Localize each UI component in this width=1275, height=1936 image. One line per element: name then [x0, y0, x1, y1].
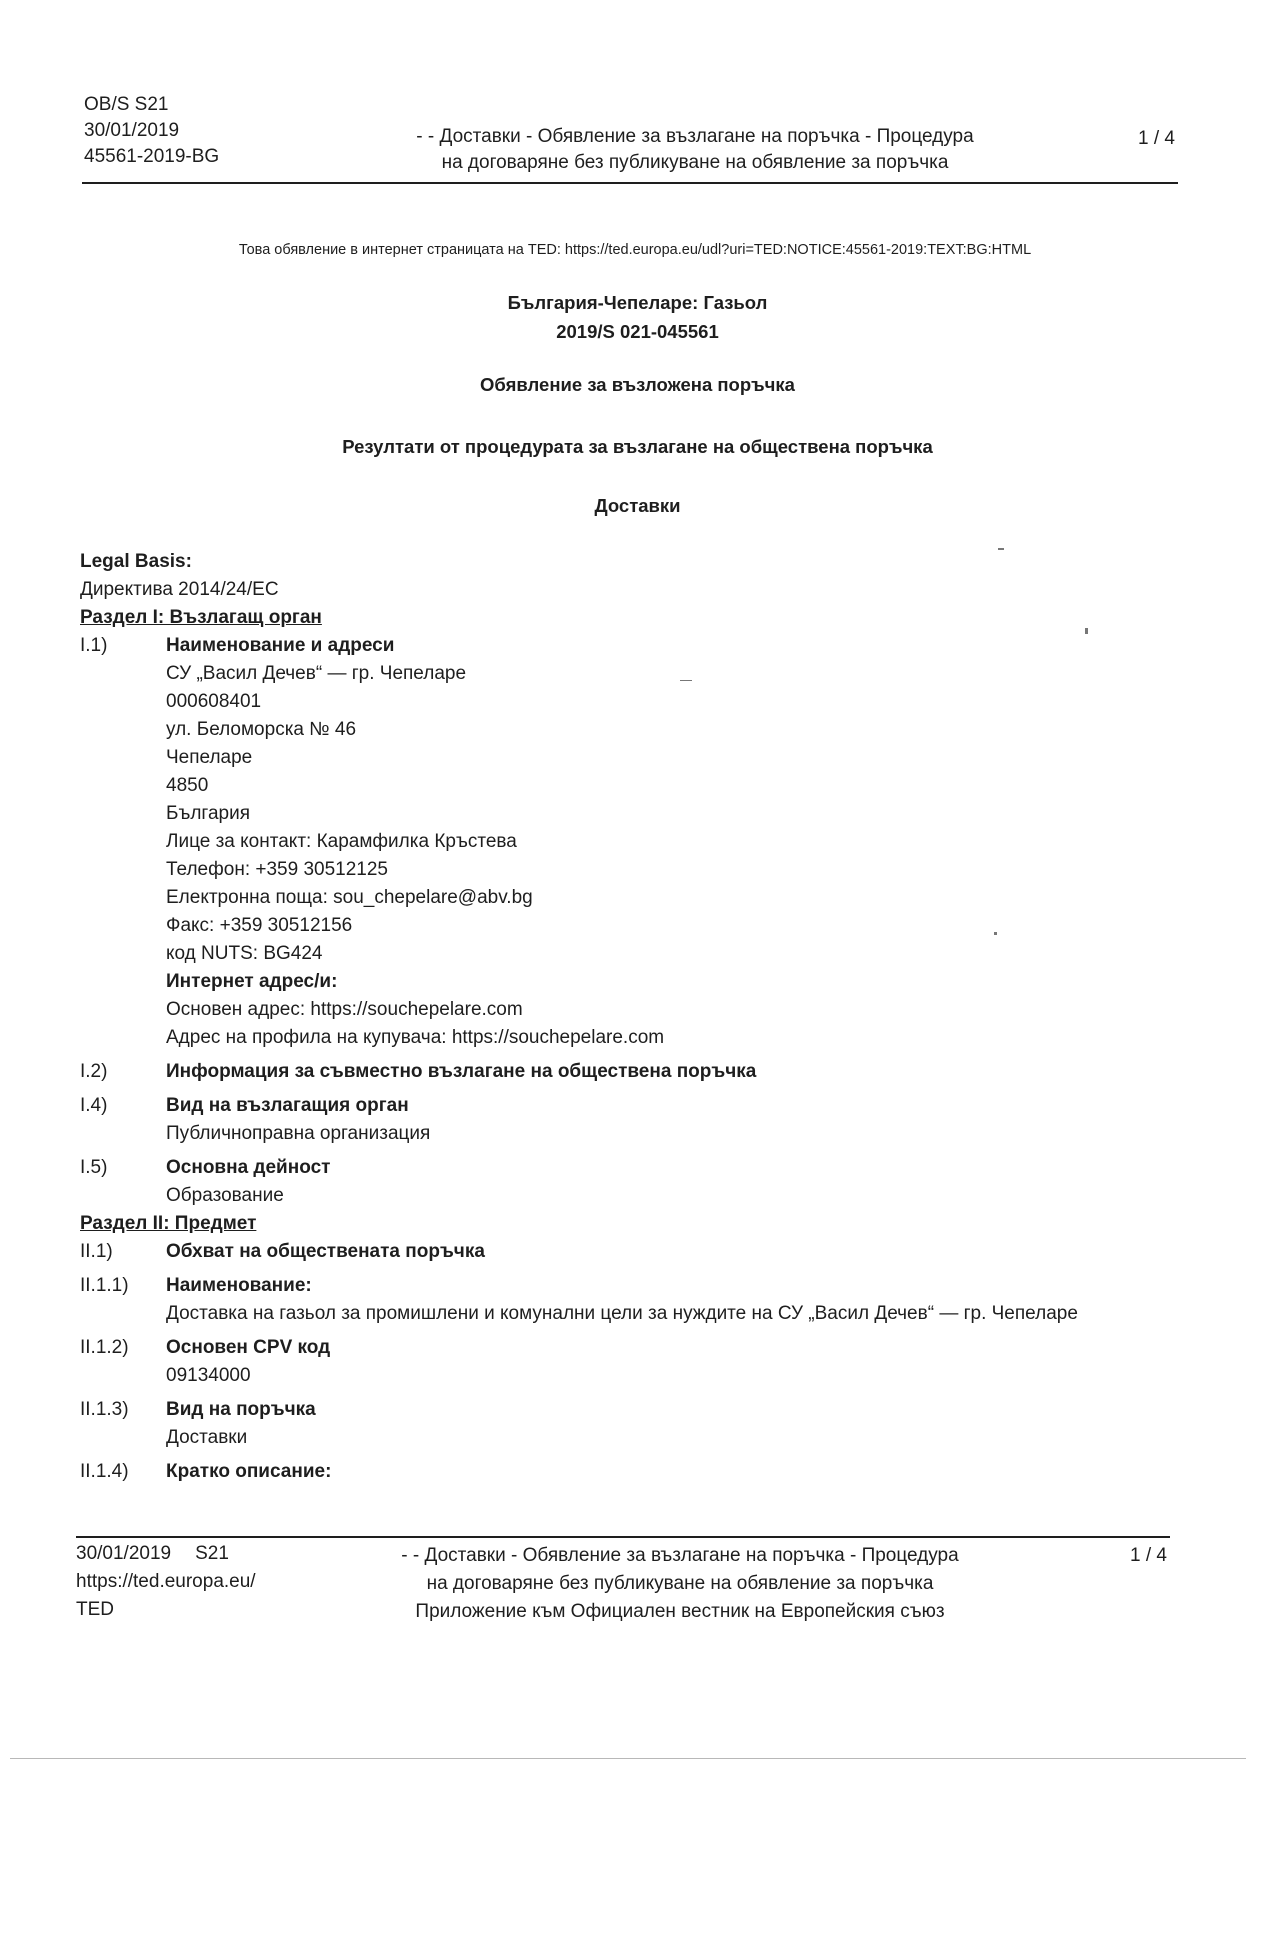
scan-speck — [680, 680, 692, 681]
item-i2 — [80, 1058, 1190, 1086]
header-ojs: OB/S S21 — [84, 94, 169, 115]
item-number: I.2) — [80, 1061, 108, 1082]
item-value: Публичноправна организация — [166, 1123, 431, 1144]
item-i1 — [80, 632, 1190, 1052]
address-line: код NUTS: BG424 — [166, 943, 323, 964]
item-ii12 — [80, 1334, 1190, 1390]
internet-line: Основен адрес: https://souchepelare.com — [166, 999, 523, 1020]
header-notice-id: 45561-2019-BG — [84, 146, 220, 167]
notice-place-subject: България-Чепеларе: Газьол — [507, 292, 768, 313]
header-title-line2: на договаряне без публикуване на обявление за поръчка — [441, 152, 949, 173]
ted-link-text: Това обявление в интернет страницата на TED: https://ted.europa.eu/udl?uri=TED:NOTICE:45561-2019:TEXT:BG:HTML — [238, 242, 1032, 258]
address-line: Чепеларе — [166, 747, 253, 768]
address-line: Телефон: +359 30512125 — [166, 859, 388, 880]
scan-edge-line — [10, 1758, 1246, 1759]
item-i4 — [80, 1092, 1190, 1148]
address-line: 000608401 — [166, 691, 262, 712]
footer-line1: - - Доставки - Обявление за възлагане на поръчка - Процедура — [401, 1545, 959, 1566]
header-date: 30/01/2019 — [84, 120, 180, 141]
item-label: Основен CPV код — [166, 1337, 331, 1358]
header-page-number: 1 / 4 — [1138, 128, 1175, 149]
notice-results: Резултати от процедурата за възлагане на обществена поръчка — [342, 436, 933, 457]
item-ii14 — [80, 1458, 1190, 1486]
notice-category: Доставки — [594, 495, 681, 516]
item-number: I.1) — [80, 635, 108, 656]
notice-body — [80, 548, 1190, 1486]
item-label: Информация за съвместно възлагане на обществена поръчка — [166, 1061, 757, 1082]
item-ii13 — [80, 1396, 1190, 1452]
header-title-line1: - - Доставки - Обявление за възлагане на поръчка - Процедура — [416, 126, 974, 147]
scan-speck — [1085, 628, 1088, 634]
footer-meta — [76, 1540, 256, 1624]
item-number: II.1.3) — [80, 1399, 129, 1420]
internet-line: Адрес на профила на купувача: https://souchepelare.com — [166, 1027, 665, 1048]
item-ii1 — [80, 1238, 1190, 1266]
item-i5 — [80, 1154, 1190, 1210]
footer-series: S21 — [195, 1543, 229, 1564]
address-line: Електронна поща: sou_chepelare@abv.bg — [166, 887, 533, 908]
item-label: Обхват на обществената поръчка — [166, 1241, 485, 1262]
address-line: Лице за контакт: Карамфилка Кръстева — [166, 831, 517, 852]
header-meta — [84, 92, 219, 170]
item-ii11 — [80, 1272, 1190, 1328]
address-line: България — [166, 803, 250, 824]
address-line: Факс: +359 30512156 — [166, 915, 353, 936]
address-line: 4850 — [166, 775, 209, 796]
footer-date: 30/01/2019 — [76, 1543, 172, 1564]
address-line: ул. Беломорска № 46 — [166, 719, 357, 740]
footer-ted: TED — [76, 1599, 114, 1620]
scan-speck — [998, 548, 1004, 550]
item-number: I.5) — [80, 1157, 108, 1178]
header-title — [385, 124, 1005, 176]
item-label: Кратко описание: — [166, 1461, 332, 1482]
section-1-title: Раздел I: Възлагащ орган — [80, 607, 322, 628]
footer-url: https://ted.europa.eu/ — [76, 1571, 256, 1592]
item-label: Наименование: — [166, 1275, 312, 1296]
legal-basis-label: Legal Basis: — [80, 551, 192, 572]
scan-speck — [994, 932, 997, 935]
item-number: II.1) — [80, 1241, 113, 1262]
footer-line2: на договаряне без публикуване на обявление за поръчка — [426, 1573, 934, 1594]
item-label: Вид на възлагащия орган — [166, 1095, 409, 1116]
item-value: 09134000 — [166, 1365, 251, 1386]
header-divider — [82, 182, 1178, 184]
footer-divider — [76, 1536, 1170, 1538]
footer-title — [380, 1542, 980, 1626]
item-number: I.4) — [80, 1095, 108, 1116]
address-line: СУ „Васил Дечев“ — гр. Чепеларе — [166, 663, 467, 684]
item-number: II.1.2) — [80, 1337, 129, 1358]
item-value: Доставка на газьол за промишлени и комунални цели за нуждите на СУ „Васил Дечев“ — гр. Чепеларе — [166, 1303, 1078, 1324]
footer-line3: Приложение към Официален вестник на Европейския съюз — [415, 1601, 945, 1622]
item-value: Образование — [166, 1185, 284, 1206]
internet-label: Интернет адрес/и: — [166, 971, 338, 992]
item-label: Вид на поръчка — [166, 1399, 316, 1420]
footer-page-number: 1 / 4 — [1130, 1545, 1167, 1566]
item-number: II.1.1) — [80, 1275, 129, 1296]
item-label: Наименование и адреси — [166, 635, 395, 656]
legal-basis-value: Директива 2014/24/ЕС — [80, 579, 279, 600]
item-label: Основна дейност — [166, 1157, 331, 1178]
notice-type: Обявление за възложена поръчка — [480, 374, 795, 395]
item-value: Доставки — [166, 1427, 248, 1448]
notice-number: 2019/S 021-045561 — [556, 321, 719, 342]
item-number: II.1.4) — [80, 1461, 129, 1482]
section-2-title: Раздел II: Предмет — [80, 1213, 257, 1234]
